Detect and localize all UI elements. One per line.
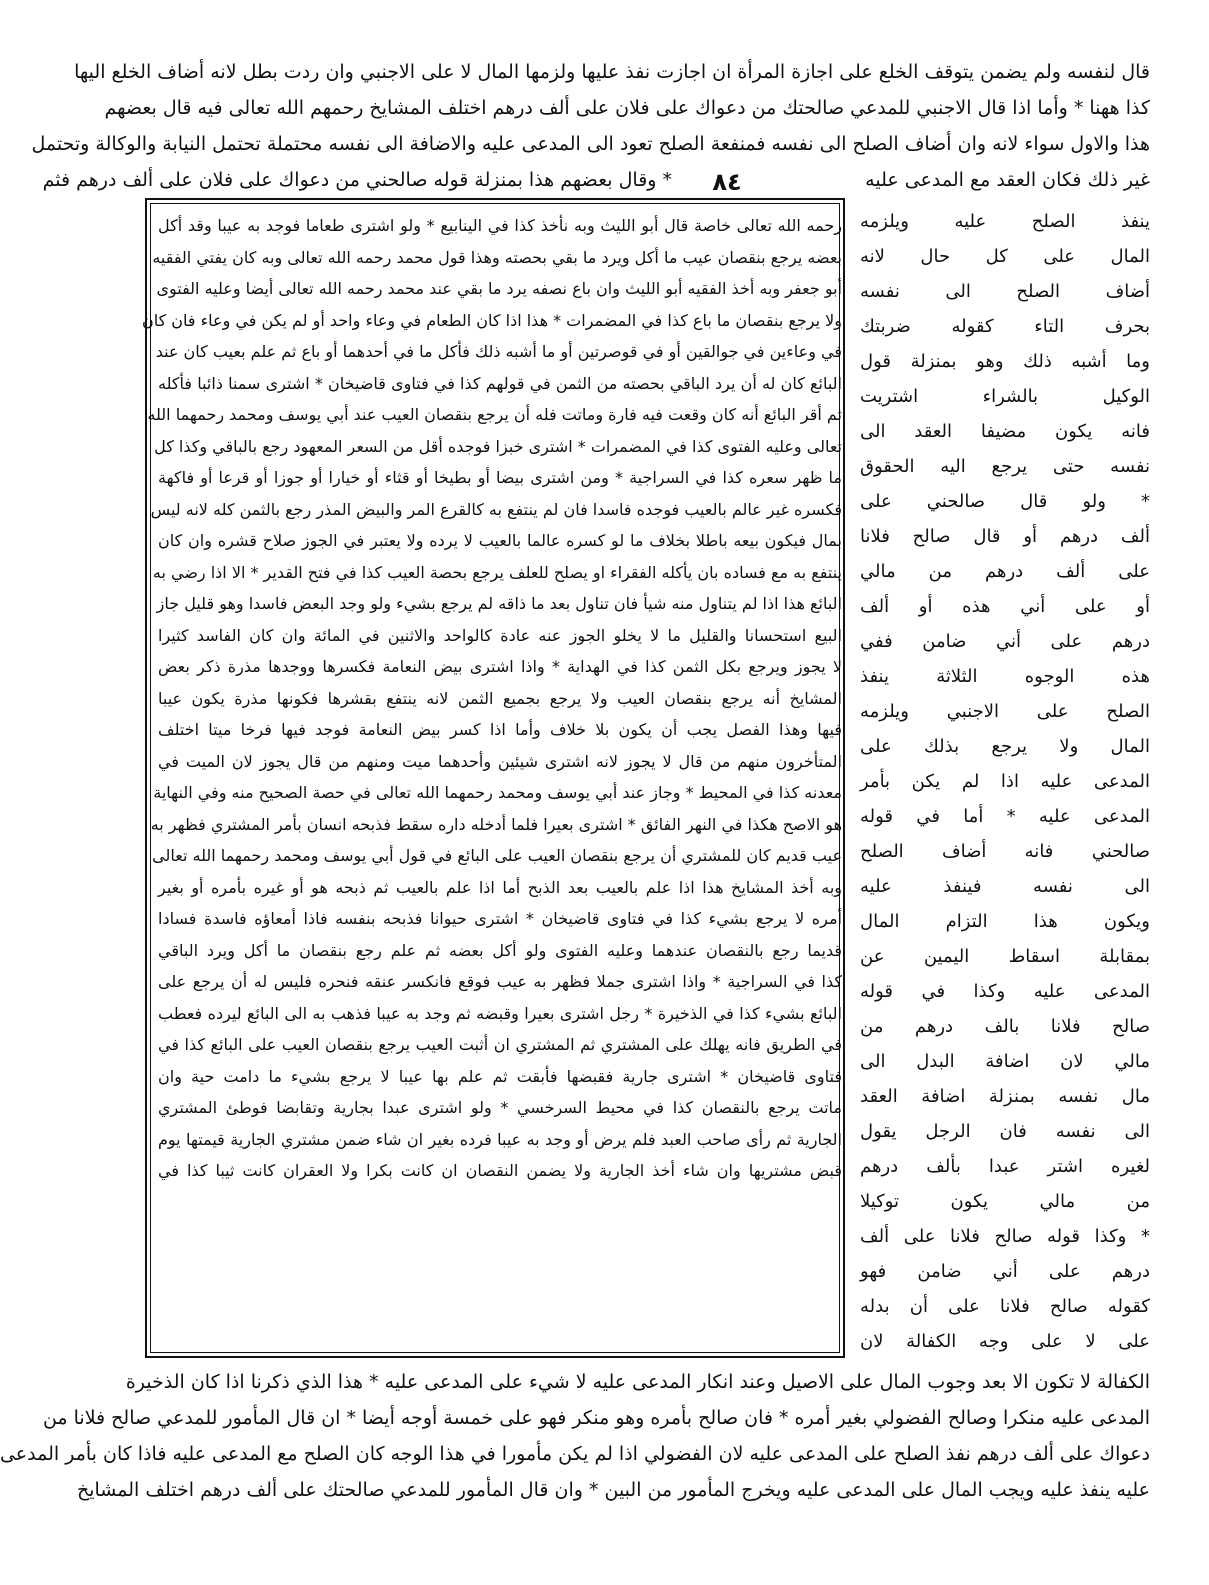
inner-line: ما ظهر سعره كذا في السراجية * ومن اشترى بيضا أو بطيخا أو قثاء أو خيارا أو جوزا أو قرعا أو فاكهة	[158, 468, 842, 487]
inner-line: في وعاءين في جوالقين أو في قوصرتين أو ما أشبه ذلك فأكل ما في أحدهما أو باع ثم علم بعيب كان عند	[155, 342, 842, 361]
inner-line: ولا يرجع بنقصان ما باع كذا في المضمرات * هذا اذا كان الطعام في وعاء واحد أو لم يكن في وعاء فان كان	[141, 310, 842, 330]
side-line: كقوله صالح فلانا على أن بدله	[860, 1296, 1150, 1317]
inner-line	[158, 1313, 842, 1345]
side-line: لغيره اشتر عبدا بألف درهم	[860, 1156, 1150, 1177]
side-line: * وكذا قوله صالح فلانا على ألف	[860, 1226, 1150, 1247]
side-line: هذه الوجوه الثلاثة ينفذ	[860, 666, 1150, 687]
side-line: صالح فلانا بالف درهم من	[860, 1016, 1150, 1037]
footer-line: المدعى عليه منكرا وصالح الفضولي بغير أمره * فان صالح بأمره وهو منكر فهو على خمسة أوجه أيضا * ان قال المأمور للمدعي صالح فلانا من	[42, 1407, 1150, 1429]
side-line: صالحني فانه أضاف الصلح	[860, 841, 1150, 862]
side-line: مالي لان اضافة البدل الى	[860, 1051, 1150, 1072]
header-line: هذا والاول سواء لانه وان أضاف الصلح الى نفسه فمنفعة الصلح تعود الى المدعى عليه والاضافة الى نفسه محتملة تحتمل النيابة والوكالة وتحتمل	[31, 133, 1150, 155]
header-line: قال لنفسه ولم يضمن يتوقف الخلع على اجازة المرأة ان اجازت نفذ عليها ولزمها المال لا على الاجنبي وان ردت بطل لانه أضاف الخلع اليها	[74, 61, 1150, 83]
inner-line	[158, 1187, 842, 1219]
inner-line: قديما رجع بالنقصان عندهما وعليه الفتوى ولو أكل بعضه ثم علم رجع بنقصان ما أكل ويرد الباقي	[158, 940, 842, 960]
side-line: ألف درهم أو قال صالح فلانا	[860, 526, 1150, 547]
inner-line: البائع كان له أن يرد الباقي بحصته من الثمن في قولهم كذا في فتاوى قاضيخان * اشترى سمنا ذائبا فأكله	[158, 373, 842, 393]
side-line: المدعى عليه وكذا في قوله	[860, 981, 1150, 1002]
side-line: الى نفسه فينفذ عليه	[860, 876, 1150, 897]
inner-line: بمال فيكون بيعه باطلا بخلاف ما لو كسره عالما بالعيب لا يرده ولا يعتبر في الجوز صلاح قشره وان كان	[158, 531, 842, 550]
inner-line: ينتفع به مع فساده بان يأكله الفقراء او يصلح للعلف يرجع بحصة العيب كذا في فتح القدير * الا اذا رضي به	[152, 562, 842, 582]
side-line: المال ولا يرجع بذلك على	[860, 736, 1150, 757]
side-line: على لا على وجه الكفالة لان	[860, 1331, 1150, 1352]
inner-line: فكسره غير عالم بالعيب فوجده فاسدا فان لم ينتفع به كالقرع المر والبيض المذر رجع بالثمن كله لانه ليس	[150, 499, 842, 519]
header-line-end: غير ذلك فكان العقد مع المدعى عليه	[865, 169, 1150, 191]
page-number: ٨٤	[712, 168, 742, 196]
footer-line: دعواك على ألف درهم نفذ الصلح على المدعى عليه لان الفضولي اذا لم يكن مأمورا في هذا الوجه كان الصلح مع المدعى عليه فاذا كان بأمر المدعى	[0, 1443, 1150, 1465]
inner-line: الجارية ثم رأى صاحب العبد فلم يرض أو وجد به عيبا فرده بغير ان شاء ضمن مشتري الجارية قيمتها يوم	[158, 1129, 842, 1149]
side-line: ينفذ الصلح عليه ويلزمه	[860, 211, 1150, 232]
inner-line: وبه أخذ المشايخ هذا اذا علم بالعيب بعد الذبح أما اذا علم بالعيب ثم ذبحه هو أو غيره بأمره أو بغير	[158, 877, 842, 897]
inner-line: المشايخ أنه يرجع بنقصان العيب ولا يرجع بجميع الثمن لانه ينتفع بقشرها فكونها مذرة يكون عيبا	[158, 688, 842, 708]
inner-line: كذا في السراجية * واذا اشترى جملا فظهر به عيب فوقع فانكسر عنقه فنحره فليس له أن يرجع على	[158, 972, 842, 991]
side-line: الوكيل بالشراء اشتريت	[860, 386, 1150, 407]
inner-line	[158, 1281, 842, 1313]
side-line: درهم على أني ضامن فهو	[860, 1261, 1150, 1282]
inner-line: أمره لا يرجع بشيء كذا في فتاوى قاضيخان * اشترى حيوانا فذبحه بنفسه فاذا أمعاؤه فاسدة فسادا	[158, 909, 842, 928]
footer-line: عليه ينفذ عليه ويجب المال على المدعى عليه ويخرج المأمور من البين * وان قال المأمور للمدعي صالحتك على ألف درهم اختلف المشايخ	[76, 1479, 1150, 1501]
inner-line: تعالى وعليه الفتوى كذا في المضمرات * اشترى خبزا فوجده أقل من السعر المعهود رجع بالباقي وكذا كل	[154, 436, 842, 456]
header-line: * وقال بعضهم هذا بمنزلة قوله صالحني من دعواك على فلان على ألف درهم فثم	[42, 169, 672, 191]
inner-line: المتأخرون منهم من قال لا يجوز لانه اشترى شيئين وأحدهما ميت ومنهم من قال يجوز لان الميت في	[158, 751, 842, 771]
inner-line: بعضه يرجع بنقصان عيب ما أكل ويرد ما بقي بحصته وهذا قول محمد رحمه الله تعالى وبه كان يفتي الفقيه	[152, 247, 842, 267]
side-line: الى نفسه فان الرجل يقول	[860, 1121, 1150, 1142]
side-line: بمقابلة اسقاط اليمين عن	[860, 946, 1150, 967]
inner-line: فتاوى قاضيخان * اشترى جارية فقبضها فأبقت ثم علم بها عيبا لا يرجع بشيء ما دامت حية وان	[158, 1066, 842, 1086]
side-line: ويكون هذا التزام المال	[860, 911, 1150, 932]
inner-line: رحمه الله تعالى خاصة قال أبو الليث وبه نأخذ كذا في الينابيع * ولو اشترى طعاما فوجد به عيبا وقد أكل	[158, 216, 842, 235]
side-line: المدعى عليه اذا لم يكن بأمر	[860, 771, 1150, 792]
inner-line: لا يجوز ويرجع بكل الثمن كذا في الهداية * واذا اشترى بيض النعامة فكسرها ووجدها مذرة ذكر بعض	[158, 657, 842, 676]
inner-line: ماتت يرجع بالنقصان كذا في محيط السرخسي * ولو اشترى عبدا بجارية وتقابضا فوطئ المشتري	[158, 1098, 842, 1117]
side-line: المدعى عليه * أما في قوله	[860, 806, 1150, 827]
header-line: كذا ههنا * وأما اذا قال الاجنبي للمدعي صالحتك من دعواك على فلان على ألف درهم اختلف المشايخ رحمهم الله تعالى فيه قال بعضهم	[104, 97, 1150, 119]
side-line: من مالي يكون توكيلا	[860, 1191, 1150, 1212]
side-line: أضاف الصلح الى نفسه	[860, 281, 1150, 302]
inner-line: البائع بشيء كذا في الذخيرة * رجل اشترى بعيرا وقبضه ثم وجد به عيبا فذهب به الى البائع ليرده فعطب	[158, 1003, 842, 1023]
side-line: أو على أني هذه أو ألف	[860, 596, 1150, 617]
side-line: * ولو قال صالحني على	[860, 491, 1150, 512]
inner-line: معدنه كذا في المحيط * وجاز عند أبي يوسف ومحمد رحمهما الله تعالى في حصة الصحيح منه وفي النهاية	[153, 783, 842, 802]
inner-line: أبو جعفر وبه أخذ الفقيه أبو الليث وان باع نصفه يرد ما بقي عند محمد رحمه الله تعالى أيضا وعليه الفتوى	[156, 279, 842, 298]
side-line: مال نفسه بمنزلة اضافة العقد	[860, 1086, 1150, 1107]
side-line: وما أشبه ذلك وهو بمنزلة قول	[860, 351, 1150, 372]
side-line: المال على كل حال لانه	[860, 246, 1150, 267]
inner-line	[158, 1218, 842, 1250]
footer-line: الكفالة لا تكون الا بعد وجوب المال على الاصيل وعند انكار المدعى عليه لا شيء على المدعى عليه * هذا الذي ذكرنا اذا كان الذخيرة	[125, 1371, 1150, 1393]
side-line: على ألف درهم من مالي	[860, 561, 1150, 582]
side-line: بحرف التاء كقوله ضربتك	[860, 316, 1150, 337]
inner-line: البائع هذا اذا لم يتناول منه شيأ فان تناول بعد ما ذاقه لم يرجع بشيء ولو وجد البعض فاسدا وهو قليل جاز	[156, 594, 842, 613]
inner-line: عيب قديم كان للمشتري أن يرجع بنقصان العيب على البائع في قول أبي يوسف ومحمد رحمهما الله تعالى	[152, 846, 842, 865]
side-line: فانه يكون مضيفا العقد الى	[860, 421, 1150, 442]
inner-line: قبض مشتريها وان شاء أخذ الجارية ولا يضمن النقصان ان كانت بكرا ولا العقران كانت ثيبا كذا في	[158, 1161, 842, 1180]
inner-line: هو الاصح هكذا في النهر الفائق * اشترى بعيرا فلما أدخله داره سقط فذبحه انسان بأمر المشتري فظهر به	[150, 814, 842, 834]
side-line: نفسه حتى يرجع اليه الحقوق	[860, 456, 1150, 477]
inner-line: البيع استحسانا والقليل ما لا يخلو الجوز عنه عادة كالواحد والاثنين في المائة وان كان الفاسد كثيرا	[158, 625, 842, 645]
side-line: درهم على أني ضامن ففي	[860, 631, 1150, 652]
inner-line: فيها وهذا الفصل يجب أن يكون بلا خلاف وأما اذا كسر بيض النعامة فوجد فيها فرخا ميتا اختلف	[158, 720, 842, 739]
side-line: الصلح على الاجنبي ويلزمه	[860, 701, 1150, 722]
inner-line	[158, 1250, 842, 1282]
inner-line: في الطريق فانه يهلك على المشتري ثم المشتري ان أثبت العيب يرجع بنقصان العيب على البائع كذا في	[158, 1035, 842, 1054]
inner-line: ثم أقر البائع أنه كان وقعت فيه فارة وماتت فله أن يرجع بنقصان العيب عند أبي يوسف ومحمد رحمهما الله	[147, 405, 842, 424]
